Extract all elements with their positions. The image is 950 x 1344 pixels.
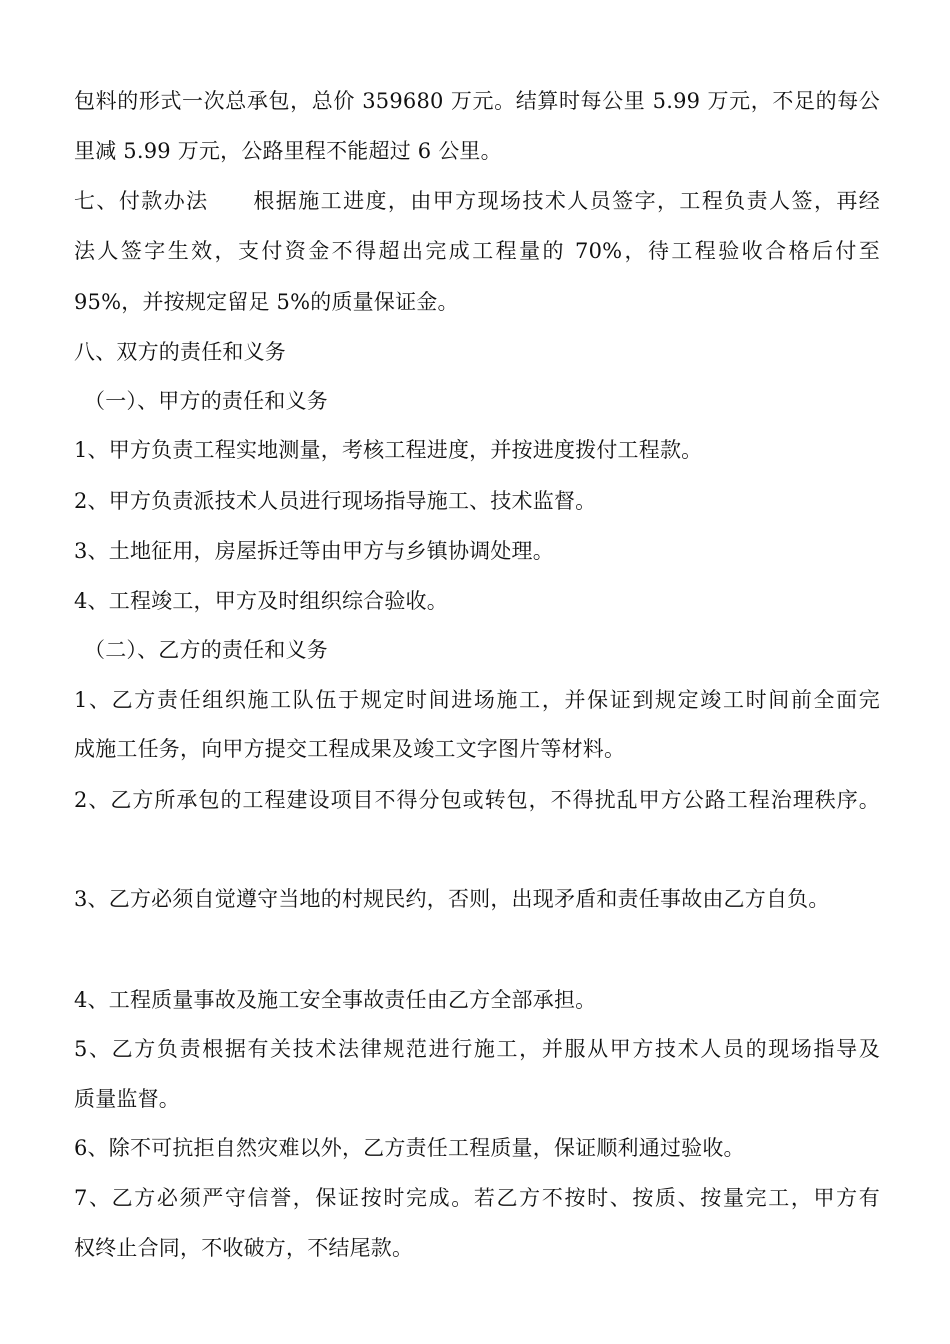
text-line-19: 质量监督。	[74, 1087, 180, 1111]
text-line-14: 成施工任务，向甲方提交工程成果及竣工文字图片等材料。	[74, 737, 626, 761]
text-line-18: 5、乙方负责根据有关技术法律规范进行施工，并服从甲方技术人员的现场指导及	[74, 1037, 880, 1061]
text-line-3: 七、付款办法 根据施工进度，由甲方现场技术人员签字，工程负责人签，再经	[74, 189, 880, 213]
text-line-11: 4、工程竣工，甲方及时组织综合验收。	[74, 589, 448, 613]
section-heading-8: 八、双方的责任和义务	[74, 340, 286, 364]
text-line-2: 里减 5.99 万元，公路里程不能超过 6 公里。	[74, 139, 502, 163]
text-line-21: 7、乙方必须严守信誉，保证按时完成。若乙方不按时、按质、按量完工，甲方有	[74, 1186, 880, 1210]
text-line-4: 法人签字生效，支付资金不得超出完成工程量的 70%，待工程验收合格后付至	[74, 239, 880, 263]
text-line-1: 包料的形式一次总承包，总价 359680 万元。结算时每公里 5.99 万元，不足的每公	[74, 89, 880, 113]
text-line-15: 2、乙方所承包的工程建设项目不得分包或转包，不得扰乱甲方公路工程治理秩序。	[74, 788, 880, 812]
text-line-16: 3、乙方必须自觉遵守当地的村规民约，否则，出现矛盾和责任事故由乙方自负。	[74, 887, 830, 911]
text-line-8: 1、甲方负责工程实地测量，考核工程进度，并按进度拨付工程款。	[74, 438, 703, 462]
text-line-17: 4、工程质量事故及施工安全事故责任由乙方全部承担。	[74, 988, 597, 1012]
text-line-9: 2、甲方负责派技术人员进行现场指导施工、技术监督。	[74, 489, 597, 513]
subsection-heading-party-a: （一）、甲方的责任和义务	[84, 389, 328, 413]
text-line-10: 3、土地征用，房屋拆迁等由甲方与乡镇协调处理。	[74, 539, 554, 563]
text-line-22: 权终止合同，不收破方，不结尾款。	[74, 1236, 414, 1260]
text-line-5: 95%，并按规定留足 5%的质量保证金。	[74, 290, 459, 314]
subsection-heading-party-b: （二）、乙方的责任和义务	[84, 638, 328, 662]
text-line-13: 1、乙方责任组织施工队伍于规定时间进场施工，并保证到规定竣工时间前全面完	[74, 688, 880, 712]
text-line-20: 6、除不可抗拒自然灾难以外，乙方责任工程质量，保证顺利通过验收。	[74, 1136, 745, 1160]
